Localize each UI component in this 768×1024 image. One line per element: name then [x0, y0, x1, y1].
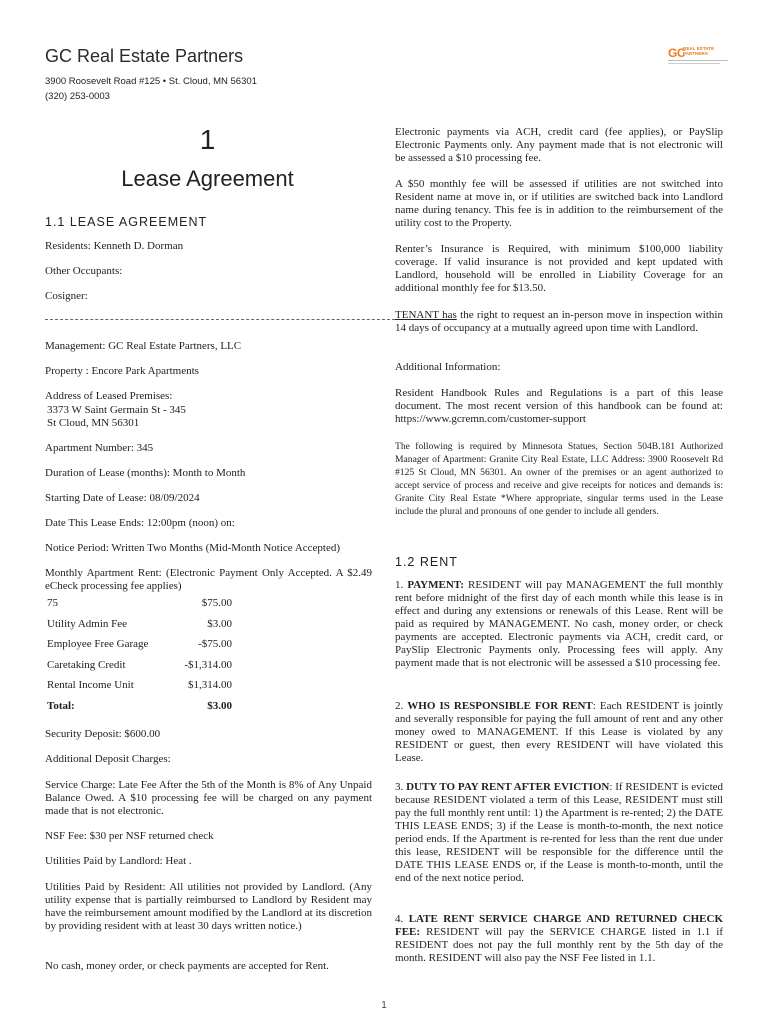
- clause-text: : If RESIDENT is evicted because RESIDENT violated a term of this Lease, RESIDENT must still pay the full monthly rent until: 1) the Apartment is re-rented; 2) the DATE THIS LEASE ENDS; 3) if the Lease is month-to-month, the next notice period ends. If the Apartment is re-rented for less than the rent due under this lease, RESIDENT will be responsible for the difference until the DATE THIS LEASE ENDS or, if the Lease is month-to-month, until the end of the next notice period.: [395, 781, 724, 884]
- logo-line: [668, 60, 728, 61]
- logo-line: [668, 63, 720, 64]
- logo-mark: GC: [668, 46, 685, 60]
- fee-label: Rental Income Unit: [47, 679, 134, 691]
- handbook-notice: Resident Handbook Rules and Regulations is a part of this lease document. The most recent version of this handbook can be found at: https://www.gcremn.com/customer-support: [395, 387, 723, 425]
- fee-amount: -$75.00: [198, 638, 232, 650]
- utilities-landlord: Utilities Paid by Landlord: Heat .: [45, 855, 192, 867]
- rent-clause: [395, 579, 723, 670]
- address-label: Address of Leased Premises:: [45, 390, 173, 402]
- clause-number: 3.: [395, 781, 407, 793]
- clause-text: : Each RESIDENT is jointly and severally responsible for paying the full amount of rent and any other money owed to MANAGEMENT. If this Lease is violated by any RESIDENT or guest, then every RESIDENT will have violated this Lease.: [395, 700, 723, 764]
- management: Management: GC Real Estate Partners, LLC: [45, 340, 242, 352]
- lease-duration: Duration of Lease (months): Month to Month: [45, 467, 246, 479]
- monthly-rent-label: Monthly Apartment Rent: (Electronic Payment Only Accepted. A $2.49 eCheck processing fee applies): [45, 567, 372, 592]
- tenant-word: TENANT has: [395, 309, 457, 321]
- fee-amount: $1,314.00: [188, 679, 232, 691]
- fee-total-row: [47, 700, 232, 721]
- clause-number: 4.: [395, 913, 409, 925]
- section-heading-rent: 1.2 RENT: [395, 555, 458, 569]
- residents: Residents: Kenneth D. Dorman: [45, 240, 184, 252]
- rent-clause: [395, 700, 723, 765]
- total-label: Total:: [47, 699, 75, 712]
- fee-row: [47, 679, 232, 700]
- clause-title: LATE RENT SERVICE CHARGE AND RETURNED CHECK FEE:: [395, 913, 723, 938]
- renters-insurance: Renter’s Insurance is Required, with minimum $100,000 liability coverage. If valid insurance is not provided and kept updated with Landlord, household will be enrolled in Liability Coverage for an additional monthly fee for $13.50.: [395, 243, 723, 294]
- start-date: Starting Date of Lease: 08/09/2024: [45, 492, 200, 504]
- utility-switch-fee: A $50 monthly fee will be assessed if utilities are not switched into Resident name at move in, or if utilities are switched back into Landlord name during tenancy. This fee is in addition to the reimbursement of the utility cost to the Property.: [395, 178, 723, 229]
- clause-number: 1.: [395, 579, 408, 591]
- fee-row: [47, 618, 232, 639]
- company-name: GC Real Estate Partners: [45, 46, 244, 66]
- fee-label: Caretaking Credit: [47, 658, 126, 671]
- address-line-2: St Cloud, MN 56301: [47, 417, 140, 429]
- notice-period: Notice Period: Written Two Months (Mid-Month Notice Accepted): [45, 542, 341, 554]
- nsf-fee: NSF Fee: $30 per NSF returned check: [45, 830, 214, 842]
- chapter-number: 1: [199, 124, 216, 155]
- page-number: 1: [381, 1000, 387, 1011]
- fee-label: Utility Admin Fee: [47, 617, 128, 630]
- fee-amount: $75.00: [201, 597, 232, 609]
- address-line-1: 3373 W Saint Germain St - 345: [47, 404, 186, 416]
- utilities-resident: Utilities Paid by Resident: All utilities not provided by Landlord. (Any utility expense that is partially reimbursed to Landlord by Resident may have the reimbursement amount modified by the Landlord at its discretion by providing resident with at least 30 days written notice.): [45, 881, 372, 932]
- additional-deposit: Additional Deposit Charges:: [45, 753, 171, 765]
- rent-clause: [395, 781, 723, 885]
- logo-words: REAL ESTATE PARTNERS: [683, 46, 715, 56]
- electronic-payments: Electronic payments via ACH, credit card (fee applies), or PaySlip Electronic Payments only. Any payment made that is not electronic will be assessed a $10 processing fee.: [395, 126, 723, 164]
- cosigner: Cosigner:: [45, 290, 88, 302]
- clause-text: RESIDENT will pay the SERVICE CHARGE listed in 1.1 if RESIDENT does not pay the full monthly rent by the 5th day of the month. RESIDENT will also pay the NSF Fee listed in 1.1.: [395, 926, 723, 964]
- clause-title: PAYMENT:: [407, 579, 464, 591]
- other-occupants: Other Occupants:: [45, 265, 123, 277]
- clause-text: RESIDENT will pay MANAGEMENT the full monthly rent before midnight of the first day of each month while this lease is in effect and during any extensions or renewals of this Lease. Rent will be paid as required by MANAGEMENT. No cash, money order, or check payments are accepted. Electronic payments via ACH, credit card, or PaySlip Electronic Payments only. Processing fees will apply. Any payment made that is not electronic will be assessed a $10 processing fee.: [395, 579, 724, 669]
- additional-information: Additional Information:: [395, 361, 501, 373]
- apartment-number: Apartment Number: 345: [45, 442, 154, 454]
- property: Property : Encore Park Apartments: [45, 365, 199, 377]
- fee-table: [47, 597, 232, 720]
- statute-notice: The following is required by Minnesota Statues, Section 504B.181 Authorized Manager of Apartment: Granite City Real Estate, LLC Address: 3900 Roosevelt Rd #125 St Cloud, MN 56301. An owner of the premises or an agent authorized to accept service of process and receive and give receipts for notices and demands is: Granite City Real Estate *Where appropriate, singular terms used in the Lease include the plural and pronouns of one gender to include all genders.: [395, 441, 723, 517]
- fee-label: 75: [47, 597, 58, 609]
- service-charge: Service Charge: Late Fee After the 5th of the Month is 8% of Any Unpaid Balance Owed. A $10 processing fee will be charged on any payment made that is not electronic.: [45, 779, 372, 817]
- company-address: 3900 Roosevelt Road #125 • St. Cloud, MN 56301: [45, 76, 257, 87]
- fee-row: [47, 638, 232, 659]
- fee-label: Employee Free Garage: [47, 638, 149, 650]
- lease-end-date: Date This Lease Ends: 12:00pm (noon) on:: [45, 517, 235, 529]
- fee-amount: $3.00: [207, 617, 232, 630]
- company-logo: [668, 46, 728, 68]
- security-deposit: Security Deposit: $600.00: [45, 728, 161, 740]
- rent-clause: [395, 913, 723, 965]
- fee-amount: -$1,314.00: [184, 658, 232, 671]
- no-cash-notice: No cash, money order, or check payments are accepted for Rent.: [45, 960, 329, 972]
- clause-number: 2.: [395, 700, 408, 712]
- chapter-title: Lease Agreement: [121, 166, 294, 191]
- total-amount: $3.00: [207, 699, 232, 712]
- clause-title: DUTY TO PAY RENT AFTER EVICTION: [406, 781, 610, 793]
- fee-row: [47, 659, 232, 680]
- section-heading-lease-agreement: 1.1 LEASE AGREEMENT: [45, 215, 208, 229]
- clause-title: WHO IS RESPONSIBLE FOR RENT: [407, 700, 593, 712]
- fee-row: [47, 597, 232, 618]
- company-phone: (320) 253-0003: [45, 91, 110, 102]
- move-in-inspection: TENANT has the right to request an in-person move in inspection within 14 days of occupancy at a mutually agreed upon time with Landlord.: [395, 309, 723, 334]
- dashed-divider: [45, 319, 400, 320]
